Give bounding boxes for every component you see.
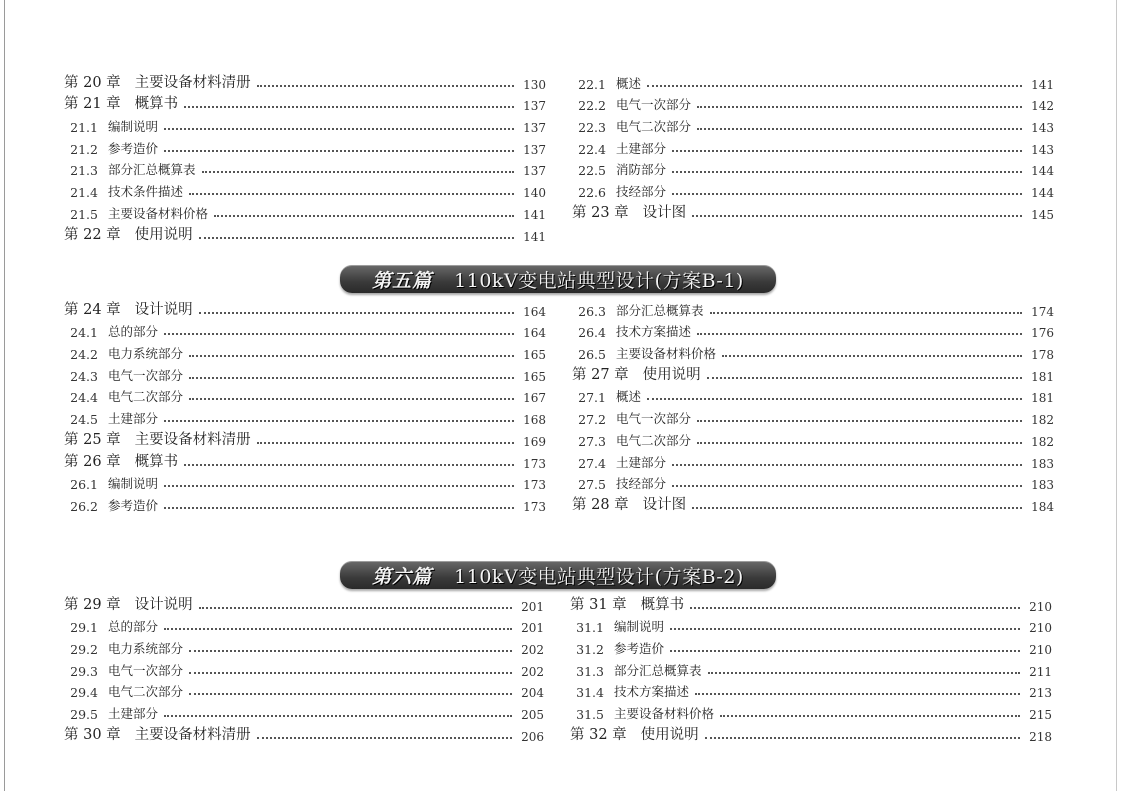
toc-section-entry[interactable]: [572, 297, 1054, 319]
entry-number: 21.2: [70, 141, 98, 157]
part-title: 110kV变电站典型设计(方案B-1): [454, 269, 744, 292]
toc-section-entry[interactable]: [572, 405, 1054, 427]
entry-number: 22.1: [578, 76, 606, 92]
entry-page-number: 130: [523, 77, 546, 92]
toc-section-entry[interactable]: [572, 135, 1054, 157]
entry-page-number: 201: [521, 621, 544, 636]
entry-title: 技术方案描述: [614, 684, 690, 700]
toc-section-entry[interactable]: [570, 635, 1052, 657]
entry-title: 电气一次部分: [108, 662, 184, 678]
dot-leader: [199, 607, 512, 609]
toc-chapter-entry[interactable]: [572, 492, 1054, 514]
entry-title: 主要设备材料清册: [134, 726, 251, 743]
entry-number: 27.3: [578, 433, 606, 449]
toc-section-entry[interactable]: [64, 340, 546, 362]
toc-column-bottom-left: [64, 592, 544, 744]
entry-page-number: 215: [1029, 708, 1052, 723]
entry-title: 主要设备材料清册: [134, 431, 251, 448]
entry-number: 26.2: [70, 498, 98, 514]
entry-page-number: 202: [521, 643, 544, 658]
entry-page-number: 144: [1031, 164, 1054, 179]
entry-page-number: 211: [1029, 664, 1052, 679]
entry-number: 31.5: [576, 707, 604, 723]
entry-title: 主要设备材料清册: [134, 74, 251, 91]
toc-section-entry[interactable]: [572, 449, 1054, 471]
entry-title: 主要设备材料价格: [616, 346, 717, 362]
toc-section-entry[interactable]: [570, 614, 1052, 636]
dot-leader: [199, 312, 514, 314]
entry-title: 消防部分: [616, 162, 667, 178]
entry-page-number: 213: [1029, 686, 1052, 701]
entry-page-number: 168: [523, 413, 546, 428]
entry-title: 参考造价: [614, 641, 665, 657]
dot-leader: [189, 398, 514, 400]
dot-leader: [202, 171, 514, 173]
toc-section-entry[interactable]: [572, 157, 1054, 179]
part-label: 第五篇: [372, 269, 433, 292]
entry-number: 22.4: [578, 141, 606, 157]
dot-leader: [257, 442, 514, 444]
toc-section-entry[interactable]: [570, 679, 1052, 701]
entry-title: 使用说明: [134, 226, 193, 243]
dot-leader: [708, 672, 1020, 674]
dot-leader: [647, 85, 1022, 87]
entry-title: 设计说明: [134, 596, 193, 613]
dot-leader: [697, 333, 1022, 335]
entry-title: 总的部分: [108, 619, 159, 635]
page-edge-right: [1116, 0, 1117, 791]
entry-number: 第 23 章: [572, 204, 629, 221]
entry-title: 电气二次部分: [616, 119, 692, 135]
entry-page-number: 206: [521, 729, 544, 744]
dot-leader: [670, 628, 1020, 630]
toc-section-entry[interactable]: [572, 113, 1054, 135]
toc-section-entry[interactable]: [570, 657, 1052, 679]
entry-page-number: 218: [1029, 729, 1052, 744]
dot-leader: [672, 464, 1022, 466]
entry-number: 26.3: [578, 303, 606, 319]
entry-page-number: 210: [1029, 621, 1052, 636]
dot-leader: [672, 193, 1022, 195]
entry-page-number: 184: [1031, 499, 1054, 514]
entry-title: 编制说明: [108, 476, 159, 492]
dot-leader: [164, 420, 514, 422]
entry-page-number: 137: [523, 142, 546, 157]
dot-leader: [722, 355, 1022, 357]
toc-section-entry[interactable]: [64, 471, 546, 493]
dot-leader: [695, 693, 1020, 695]
toc-column-bottom-right: [570, 592, 1052, 744]
entry-page-number: 165: [523, 348, 546, 363]
entry-title: 部分汇总概算表: [616, 302, 704, 318]
entry-title: 土建部分: [616, 454, 667, 470]
dot-leader: [672, 171, 1022, 173]
toc-section-entry[interactable]: [572, 178, 1054, 200]
toc-section-entry[interactable]: [572, 92, 1054, 114]
entry-page-number: 204: [521, 686, 544, 701]
dot-leader: [189, 650, 512, 652]
entry-number: 第 27 章: [572, 366, 629, 383]
toc-chapter-entry[interactable]: [64, 427, 546, 449]
entry-page-number: 201: [521, 599, 544, 614]
entry-number: 29.5: [70, 707, 98, 723]
toc-column-top-right: [572, 70, 1054, 222]
entry-page-number: 165: [523, 369, 546, 384]
entry-title: 概算书: [640, 596, 685, 613]
dot-leader: [697, 128, 1022, 130]
dot-leader: [257, 737, 512, 739]
entry-number: 31.3: [576, 663, 604, 679]
toc-column-mid-left: [64, 297, 546, 514]
dot-leader: [189, 377, 514, 379]
dot-leader: [164, 333, 514, 335]
entry-number: 27.5: [578, 477, 606, 493]
entry-page-number: 173: [523, 478, 546, 493]
toc-chapter-entry[interactable]: [570, 592, 1052, 614]
dot-leader: [184, 106, 514, 108]
entry-title: 电力系统部分: [108, 346, 184, 362]
entry-title: 技经部分: [616, 476, 667, 492]
dot-leader: [184, 464, 514, 466]
toc-section-entry[interactable]: [64, 614, 544, 636]
dot-leader: [705, 737, 1020, 739]
entry-page-number: 137: [523, 99, 546, 114]
entry-page-number: 182: [1031, 413, 1054, 428]
dot-leader: [670, 650, 1020, 652]
entry-title: 参考造价: [108, 140, 159, 156]
entry-title: 概述: [616, 75, 642, 91]
dot-leader: [697, 442, 1022, 444]
entry-title: 土建部分: [108, 706, 159, 722]
entry-page-number: 183: [1031, 456, 1054, 471]
entry-page-number: 145: [1031, 207, 1054, 222]
entry-number: 24.1: [70, 325, 98, 341]
toc-section-entry[interactable]: [572, 471, 1054, 493]
toc-chapter-entry[interactable]: [570, 722, 1052, 744]
entry-title: 总的部分: [108, 324, 159, 340]
entry-page-number: 141: [523, 229, 546, 244]
entry-number: 31.1: [576, 620, 604, 636]
dot-leader: [690, 607, 1020, 609]
toc-section-entry[interactable]: [64, 113, 546, 135]
toc-section-entry[interactable]: [64, 319, 546, 341]
entry-page-number: 182: [1031, 434, 1054, 449]
entry-page-number: 183: [1031, 478, 1054, 493]
entry-page-number: 181: [1031, 391, 1054, 406]
entry-title: 技经部分: [616, 184, 667, 200]
entry-number: 27.2: [578, 412, 606, 428]
part-label: 第六篇: [372, 565, 433, 588]
entry-page-number: 164: [523, 304, 546, 319]
entry-number: 29.2: [70, 642, 98, 658]
entry-number: 第 25 章: [64, 431, 121, 448]
entry-title: 电气一次部分: [108, 367, 184, 383]
dot-leader: [164, 128, 514, 130]
entry-page-number: 141: [523, 207, 546, 222]
dot-leader: [697, 106, 1022, 108]
entry-number: 27.4: [578, 455, 606, 471]
toc-section-entry[interactable]: [570, 700, 1052, 722]
entry-page-number: 143: [1031, 121, 1054, 136]
entry-title: 编制说明: [614, 619, 665, 635]
entry-title: 概述: [616, 389, 642, 405]
entry-page-number: 164: [523, 326, 546, 341]
part-title: 110kV变电站典型设计(方案B-2): [454, 565, 744, 588]
entry-number: 22.2: [578, 98, 606, 114]
dot-leader: [697, 420, 1022, 422]
entry-number: 21.3: [70, 163, 98, 179]
entry-number: 27.1: [578, 390, 606, 406]
entry-number: 第 21 章: [64, 96, 121, 113]
entry-title: 土建部分: [108, 411, 159, 427]
dot-leader: [189, 355, 514, 357]
entry-page-number: 210: [1029, 643, 1052, 658]
entry-number: 31.4: [576, 685, 604, 701]
entry-number: 第 30 章: [64, 726, 121, 743]
toc-section-entry[interactable]: [64, 362, 546, 384]
entry-title: 电力系统部分: [108, 641, 184, 657]
entry-page-number: 176: [1031, 326, 1054, 341]
toc-section-entry[interactable]: [64, 200, 546, 222]
entry-title: 概算书: [134, 453, 179, 470]
entry-number: 29.4: [70, 685, 98, 701]
entry-number: 第 32 章: [570, 726, 627, 743]
dot-leader: [164, 485, 514, 487]
entry-page-number: 181: [1031, 369, 1054, 384]
toc-section-entry[interactable]: [64, 700, 544, 722]
entry-number: 21.1: [70, 120, 98, 136]
dot-leader: [710, 312, 1022, 314]
dot-leader: [164, 715, 512, 717]
entry-page-number: 140: [523, 186, 546, 201]
entry-title: 设计图: [642, 204, 687, 221]
entry-page-number: 205: [521, 708, 544, 723]
toc-section-entry[interactable]: [572, 340, 1054, 362]
toc-chapter-entry[interactable]: [572, 362, 1054, 384]
toc-section-entry[interactable]: [64, 157, 546, 179]
toc-column-mid-right: [572, 297, 1054, 514]
dot-leader: [672, 150, 1022, 152]
entry-page-number: 141: [1031, 77, 1054, 92]
dot-leader: [692, 507, 1022, 509]
entry-title: 设计图: [642, 496, 687, 513]
toc-section-entry[interactable]: [572, 70, 1054, 92]
entry-title: 主要设备材料价格: [614, 706, 715, 722]
entry-number: 24.5: [70, 412, 98, 428]
entry-title: 主要设备材料价格: [108, 205, 209, 221]
dot-leader: [189, 693, 512, 695]
entry-page-number: 210: [1029, 599, 1052, 614]
entry-number: 第 31 章: [570, 596, 627, 613]
entry-title: 使用说明: [640, 726, 699, 743]
entry-page-number: 143: [1031, 142, 1054, 157]
toc-section-entry[interactable]: [64, 135, 546, 157]
entry-number: 26.4: [578, 325, 606, 341]
entry-page-number: 202: [521, 664, 544, 679]
entry-number: 第 24 章: [64, 301, 121, 318]
dot-leader: [647, 398, 1022, 400]
entry-title: 技术方案描述: [616, 324, 692, 340]
entry-page-number: 144: [1031, 186, 1054, 201]
entry-number: 22.3: [578, 120, 606, 136]
toc-section-entry[interactable]: [64, 492, 546, 514]
entry-page-number: 173: [523, 499, 546, 514]
toc-section-entry[interactable]: [572, 427, 1054, 449]
dot-leader: [672, 485, 1022, 487]
part-banner-5: [340, 265, 776, 293]
toc-section-entry[interactable]: [64, 384, 546, 406]
entry-number: 24.2: [70, 347, 98, 363]
toc-chapter-entry[interactable]: [64, 92, 546, 114]
toc-column-top-left: [64, 70, 546, 244]
entry-title: 使用说明: [642, 366, 701, 383]
toc-chapter-entry[interactable]: [64, 592, 544, 614]
toc-chapter-entry[interactable]: [64, 222, 546, 244]
toc-section-entry[interactable]: [64, 657, 544, 679]
entry-page-number: 173: [523, 456, 546, 471]
entry-title: 土建部分: [616, 140, 667, 156]
entry-number: 31.2: [576, 642, 604, 658]
entry-number: 第 22 章: [64, 226, 121, 243]
toc-section-entry[interactable]: [64, 635, 544, 657]
toc-section-entry[interactable]: [64, 178, 546, 200]
toc-section-entry[interactable]: [64, 405, 546, 427]
dot-leader: [199, 237, 514, 239]
entry-title: 电气二次部分: [108, 684, 184, 700]
entry-number: 29.1: [70, 620, 98, 636]
page-edge-left: [4, 0, 5, 791]
dot-leader: [164, 628, 512, 630]
entry-title: 部分汇总概算表: [108, 162, 196, 178]
entry-title: 设计说明: [134, 301, 193, 318]
toc-chapter-entry[interactable]: [64, 449, 546, 471]
entry-title: 电气一次部分: [616, 97, 692, 113]
dot-leader: [707, 377, 1022, 379]
entry-title: 参考造价: [108, 497, 159, 513]
entry-number: 21.4: [70, 185, 98, 201]
dot-leader: [214, 215, 514, 217]
entry-number: 第 20 章: [64, 74, 121, 91]
entry-title: 电气二次部分: [616, 432, 692, 448]
entry-page-number: 137: [523, 121, 546, 136]
entry-title: 概算书: [134, 96, 179, 113]
toc-chapter-entry[interactable]: [64, 722, 544, 744]
entry-number: 24.3: [70, 368, 98, 384]
toc-chapter-entry[interactable]: [64, 70, 546, 92]
entry-page-number: 167: [523, 391, 546, 406]
dot-leader: [164, 507, 514, 509]
entry-number: 26.5: [578, 347, 606, 363]
dot-leader: [189, 672, 512, 674]
toc-section-entry[interactable]: [572, 319, 1054, 341]
entry-page-number: 137: [523, 164, 546, 179]
entry-number: 29.3: [70, 663, 98, 679]
part-banner-6: [340, 561, 776, 589]
entry-title: 电气一次部分: [616, 411, 692, 427]
entry-number: 22.5: [578, 163, 606, 179]
toc-chapter-entry[interactable]: [64, 297, 546, 319]
entry-number: 第 26 章: [64, 453, 121, 470]
entry-page-number: 174: [1031, 304, 1054, 319]
toc-section-entry[interactable]: [64, 679, 544, 701]
entry-number: 22.6: [578, 185, 606, 201]
dot-leader: [720, 715, 1020, 717]
dot-leader: [257, 85, 514, 87]
dot-leader: [692, 215, 1022, 217]
entry-page-number: 169: [523, 434, 546, 449]
entry-title: 技术条件描述: [108, 184, 184, 200]
entry-title: 编制说明: [108, 119, 159, 135]
toc-chapter-entry[interactable]: [572, 200, 1054, 222]
entry-number: 26.1: [70, 477, 98, 493]
entry-number: 第 28 章: [572, 496, 629, 513]
entry-page-number: 178: [1031, 348, 1054, 363]
entry-number: 21.5: [70, 206, 98, 222]
entry-page-number: 142: [1031, 99, 1054, 114]
entry-number: 第 29 章: [64, 596, 121, 613]
dot-leader: [189, 193, 514, 195]
entry-number: 24.4: [70, 390, 98, 406]
entry-title: 部分汇总概算表: [614, 662, 702, 678]
dot-leader: [164, 150, 514, 152]
entry-title: 电气二次部分: [108, 389, 184, 405]
toc-section-entry[interactable]: [572, 384, 1054, 406]
